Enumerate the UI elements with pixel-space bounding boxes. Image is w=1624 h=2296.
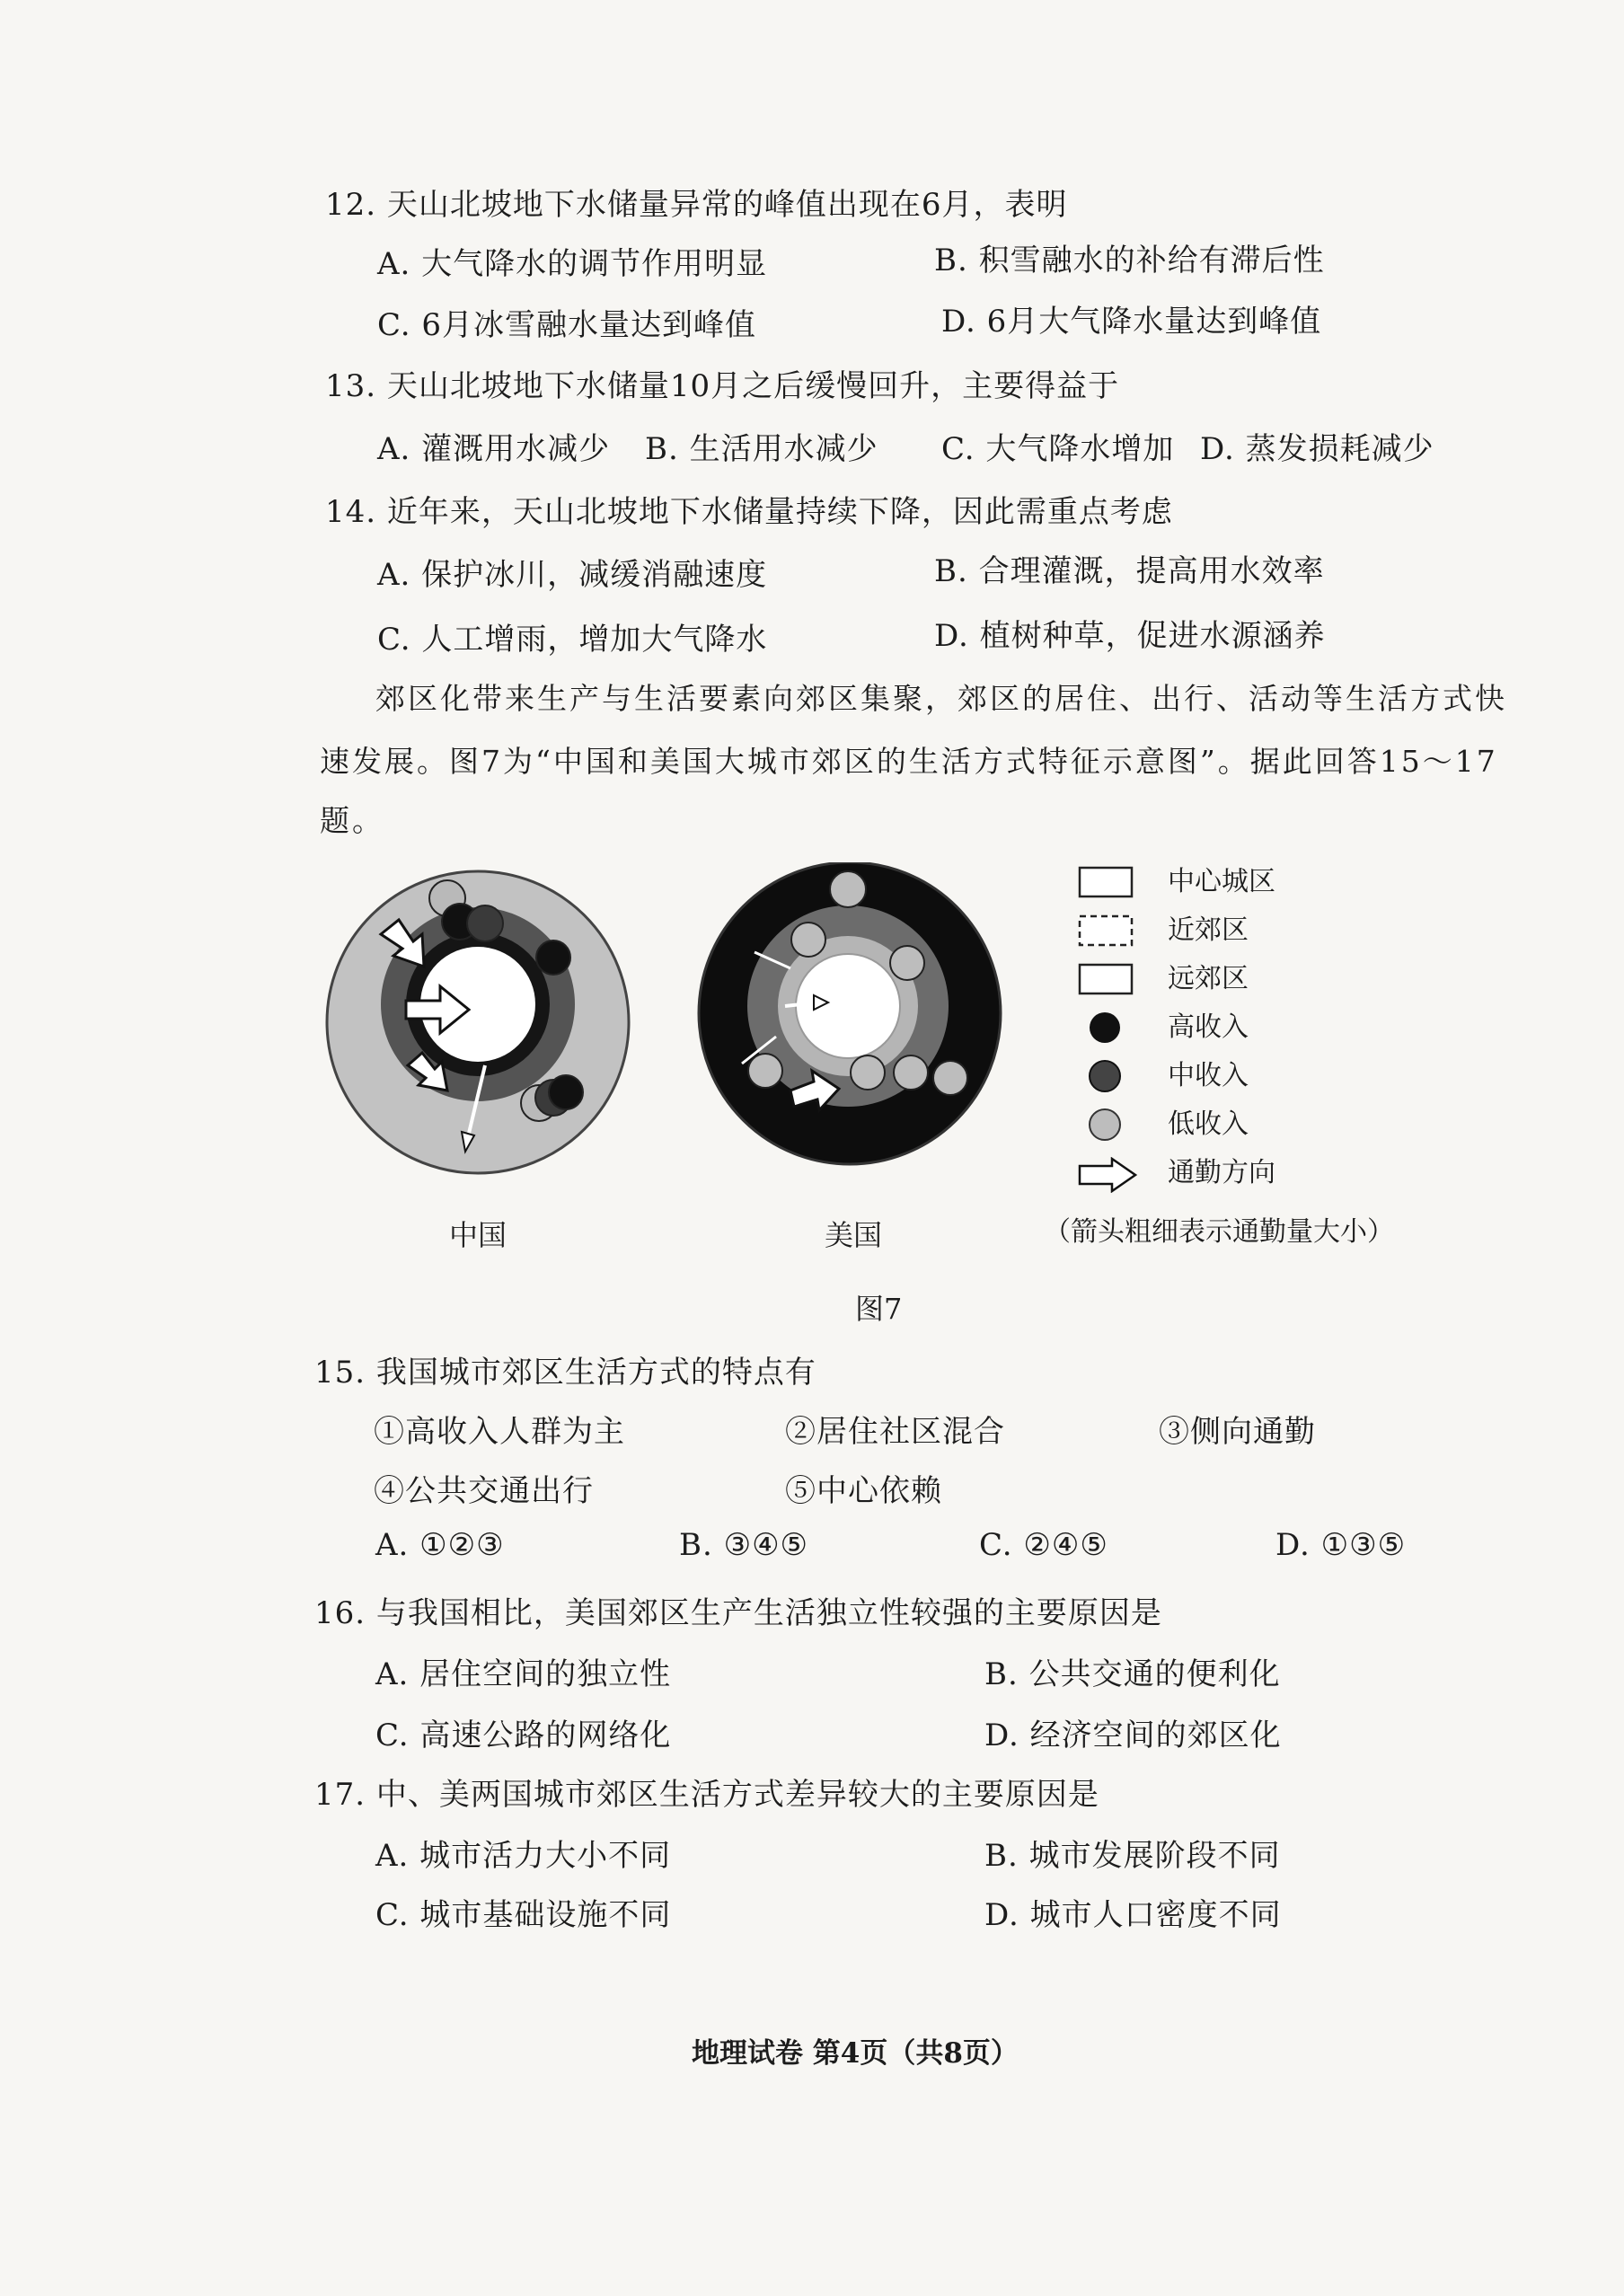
legend-label: 高收入 [1168,1011,1249,1043]
question-13-option-d: D. 蒸发损耗减少 [1200,431,1434,467]
usa-diagram [699,862,1001,1164]
usa-low-income-dot [748,1054,782,1088]
question-12-stem: 12. 天山北坡地下水储量异常的峰值出现在6月，表明 [325,187,1068,223]
question-15-item-5: ⑤中心依赖 [785,1473,942,1509]
outer-suburb-box-icon [1078,963,1135,995]
question-16-option-a: A. 居住空间的独立性 [375,1656,672,1692]
china-high-income-dot [549,1075,583,1109]
question-17-option-a: A. 城市活力大小不同 [375,1838,672,1874]
question-13-stem: 13. 天山北坡地下水储量10月之后缓慢回升，主要得益于 [325,368,1120,404]
question-12-option-a: A. 大气降水的调节作用明显 [377,246,768,282]
figure-label: 图7 [855,1292,903,1326]
china-diagram [327,871,629,1173]
center-area-box-icon [1078,866,1135,898]
legend-label: 低收入 [1168,1108,1249,1140]
question-12-option-d: D. 6月大气降水量达到峰值 [941,304,1322,340]
usa-center-area [796,954,900,1058]
black-dot-icon [1078,1011,1135,1047]
passage-line-3: 题。 [320,803,384,838]
question-17-option-d: D. 城市人口密度不同 [984,1897,1282,1933]
question-15-option-a: A. ①②③ [375,1527,505,1563]
question-15-option-b: B. ③④⑤ [679,1527,809,1563]
question-15-stem: 15. 我国城市郊区生活方式的特点有 [314,1355,816,1391]
question-15-item-1: ①高收入人群为主 [374,1414,625,1450]
question-15-item-4: ④公共交通出行 [374,1473,594,1509]
page-footer: 地理试卷 第4页（共8页） [692,2037,1019,2070]
question-12-option-b: B. 积雪融水的补给有滞后性 [934,243,1325,278]
usa-low-income-dot [791,923,825,957]
question-13-option-a: A. 灌溉用水减少 [377,431,611,467]
question-14-option-d: D. 植树种草，促进水源涵养 [934,618,1326,654]
question-17-stem: 17. 中、美两国城市郊区生活方式差异较大的主要原因是 [314,1777,1099,1813]
legend-note: （箭头粗细表示通勤量大小） [1044,1216,1394,1248]
question-14-stem: 14. 近年来，天山北坡地下水储量持续下降，因此需重点考虑 [325,494,1173,530]
china-caption: 中国 [449,1218,508,1252]
inner-suburb-dashed-box-icon [1078,914,1135,947]
question-15-option-c: C. ②④⑤ [979,1527,1108,1563]
hollow-arrow-icon [1078,1157,1141,1193]
question-14-option-c: C. 人工增雨，增加大气降水 [377,622,768,658]
china-mid-income-dot [467,905,503,941]
question-14-option-a: A. 保护冰川，减缓消融速度 [377,557,768,593]
question-13-option-b: B. 生活用水减少 [645,431,878,467]
usa-low-income-dot [894,1055,928,1090]
question-17-option-c: C. 城市基础设施不同 [375,1897,672,1933]
usa-low-income-dot [851,1055,885,1090]
usa-low-income-dot [830,871,866,907]
china-high-income-dot [536,940,570,975]
question-15-option-d: D. ①③⑤ [1275,1527,1407,1563]
legend-label: 远郊区 [1168,963,1249,994]
question-15-item-3: ③侧向通勤 [1159,1414,1316,1450]
legend-label: 近郊区 [1168,914,1249,946]
legend-label: 中收入 [1168,1060,1249,1091]
question-17-option-b: B. 城市发展阶段不同 [984,1838,1281,1874]
question-16-option-b: B. 公共交通的便利化 [984,1656,1281,1692]
question-13-option-c: C. 大气降水增加 [941,431,1175,467]
legend-label: 通勤方向 [1168,1157,1275,1188]
question-16-stem: 16. 与我国相比，美国郊区生产生活独立性较强的主要原因是 [314,1595,1162,1631]
dark-gray-dot-icon [1078,1060,1135,1096]
question-14-option-b: B. 合理灌溉，提高用水效率 [934,553,1325,589]
light-gray-dot-icon [1078,1108,1135,1144]
question-12-option-c: C. 6月冰雪融水量达到峰值 [377,307,757,343]
legend-label: 中心城区 [1168,866,1275,897]
usa-caption: 美国 [825,1218,883,1252]
passage-line-1: 郊区化带来生产与生活要素向郊区集聚，郊区的居住、出行、活动等生活方式快 [375,681,1507,716]
question-16-option-c: C. 高速公路的网络化 [375,1718,672,1753]
passage-line-2: 速发展。图7为“中国和美国大城市郊区的生活方式特征示意图”。据此回答15～17 [320,744,1498,779]
question-16-option-d: D. 经济空间的郊区化 [984,1718,1282,1753]
question-15-item-2: ②居住社区混合 [785,1414,1005,1450]
usa-low-income-dot [890,946,924,980]
usa-low-income-dot [933,1061,967,1095]
